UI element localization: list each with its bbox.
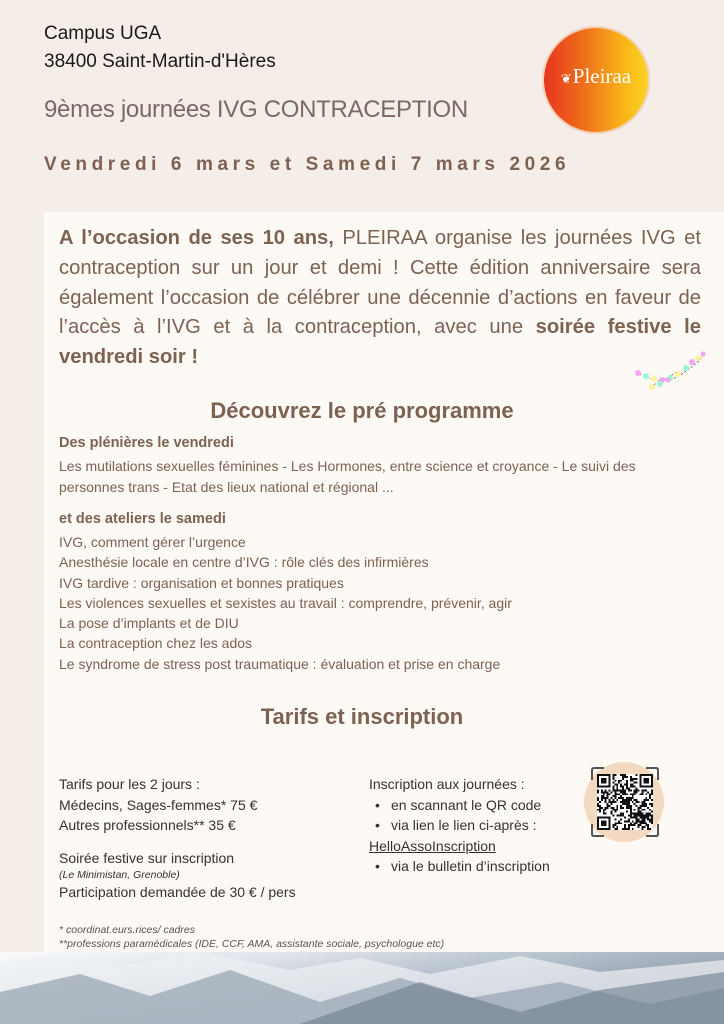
tarif-autres: Autres professionnels** 35 € — [59, 817, 236, 833]
programme-title: Découvrez le pré programme — [210, 398, 514, 423]
mountain-banner-image — [0, 952, 724, 1024]
tarifs-block — [59, 774, 296, 903]
atelier-item: La contraception chez les ados — [59, 635, 253, 652]
soiree-label: Soirée festive sur inscription — [59, 849, 235, 866]
tarifs-heading: Tarifs pour les 2 jours : — [59, 776, 200, 792]
event-dates: Vendredi 6 mars et Samedi 7 mars 2026 — [44, 154, 571, 175]
inscription-list — [369, 795, 550, 836]
bullet-icon: • — [375, 858, 380, 874]
intro-bold-lead: A l’occasion de ses 10 ans, — [59, 227, 334, 249]
inscription-item: • via lien le lien ci-après : — [369, 815, 550, 836]
footnotes — [59, 924, 444, 951]
atelier-item: La pose d’implants et de DIU — [59, 615, 239, 632]
tree-leaf-icon: ❦ — [560, 71, 572, 86]
qr-code-icon[interactable] — [584, 762, 664, 842]
atelier-item: IVG tardive : organisation et bonnes pratiques — [59, 574, 344, 591]
inscription-item: • en scannant le QR code — [369, 795, 550, 816]
plenieres-title: Des plénières le vendredi — [59, 435, 234, 451]
inscription-item: • via le bulletin d’inscription — [369, 856, 550, 877]
soiree-location: (Le Minimistan, Grenoble) — [59, 869, 180, 881]
soiree-participation: Participation demandée de 30 € / pers — [59, 884, 296, 900]
logo-wordmark — [544, 64, 648, 89]
string-lights-icon — [632, 350, 708, 392]
tarifs-title: Tarifs et inscription — [260, 704, 464, 729]
qr-pattern — [597, 773, 653, 831]
intro-text: PLEIRAA organise les journées IVG et contraception sur un jour et demi ! Cette édition anniversaire sera également l’occasion de célébrer une décennie d’actions en faveur de l’accès à l’IVG et à la contraception, avec une — [59, 227, 701, 339]
inscription-heading: Inscription aux journées : — [369, 776, 525, 792]
event-title: 9èmes journées IVG CONTRACEPTION — [44, 96, 468, 123]
helloasso-link[interactable]: HelloAssoInscription — [369, 837, 496, 854]
address-line-2: 38400 Saint-Martin-d'Hères — [44, 51, 276, 72]
tarif-medecins: Médecins, Sages-femmes* 75 € — [59, 796, 258, 813]
logo-text: Pleiraa — [572, 64, 632, 88]
ateliers-title: et des ateliers le samedi — [59, 511, 226, 527]
ateliers-list — [59, 532, 512, 674]
address-line-1: Campus UGA — [44, 23, 162, 44]
atelier-item: IVG, comment gérer l’urgence — [59, 534, 246, 550]
plenieres-text: Les mutilations sexuelles féminines - Les Hormones, entre science et croyance - Le suivi des personnes trans - Etat des lieux national et régional ... — [59, 458, 636, 495]
atelier-item: Le syndrome de stress post traumatique : évaluation et prise en charge — [59, 655, 501, 672]
pleiraa-logo — [544, 28, 648, 132]
atelier-item: Anesthésie locale en centre d’IVG : rôle clés des infirmières — [59, 554, 429, 571]
intro-paragraph — [59, 224, 701, 373]
atelier-item: Les violences sexuelles et sexistes au travail : comprendre, prévenir, agir — [59, 594, 512, 611]
inscription-block — [369, 774, 550, 877]
bullet-icon: • — [375, 817, 380, 833]
footnote-1: * coordinat.eurs.rices/ cadres — [59, 924, 195, 936]
footnote-2: **professions paramédicales (IDE, CCF, AMA, assistante sociale, psychologue etc) — [59, 937, 445, 950]
bullet-icon: • — [375, 796, 380, 813]
intro-bold-end: soirée festive le vendredi soir ! — [59, 316, 701, 369]
